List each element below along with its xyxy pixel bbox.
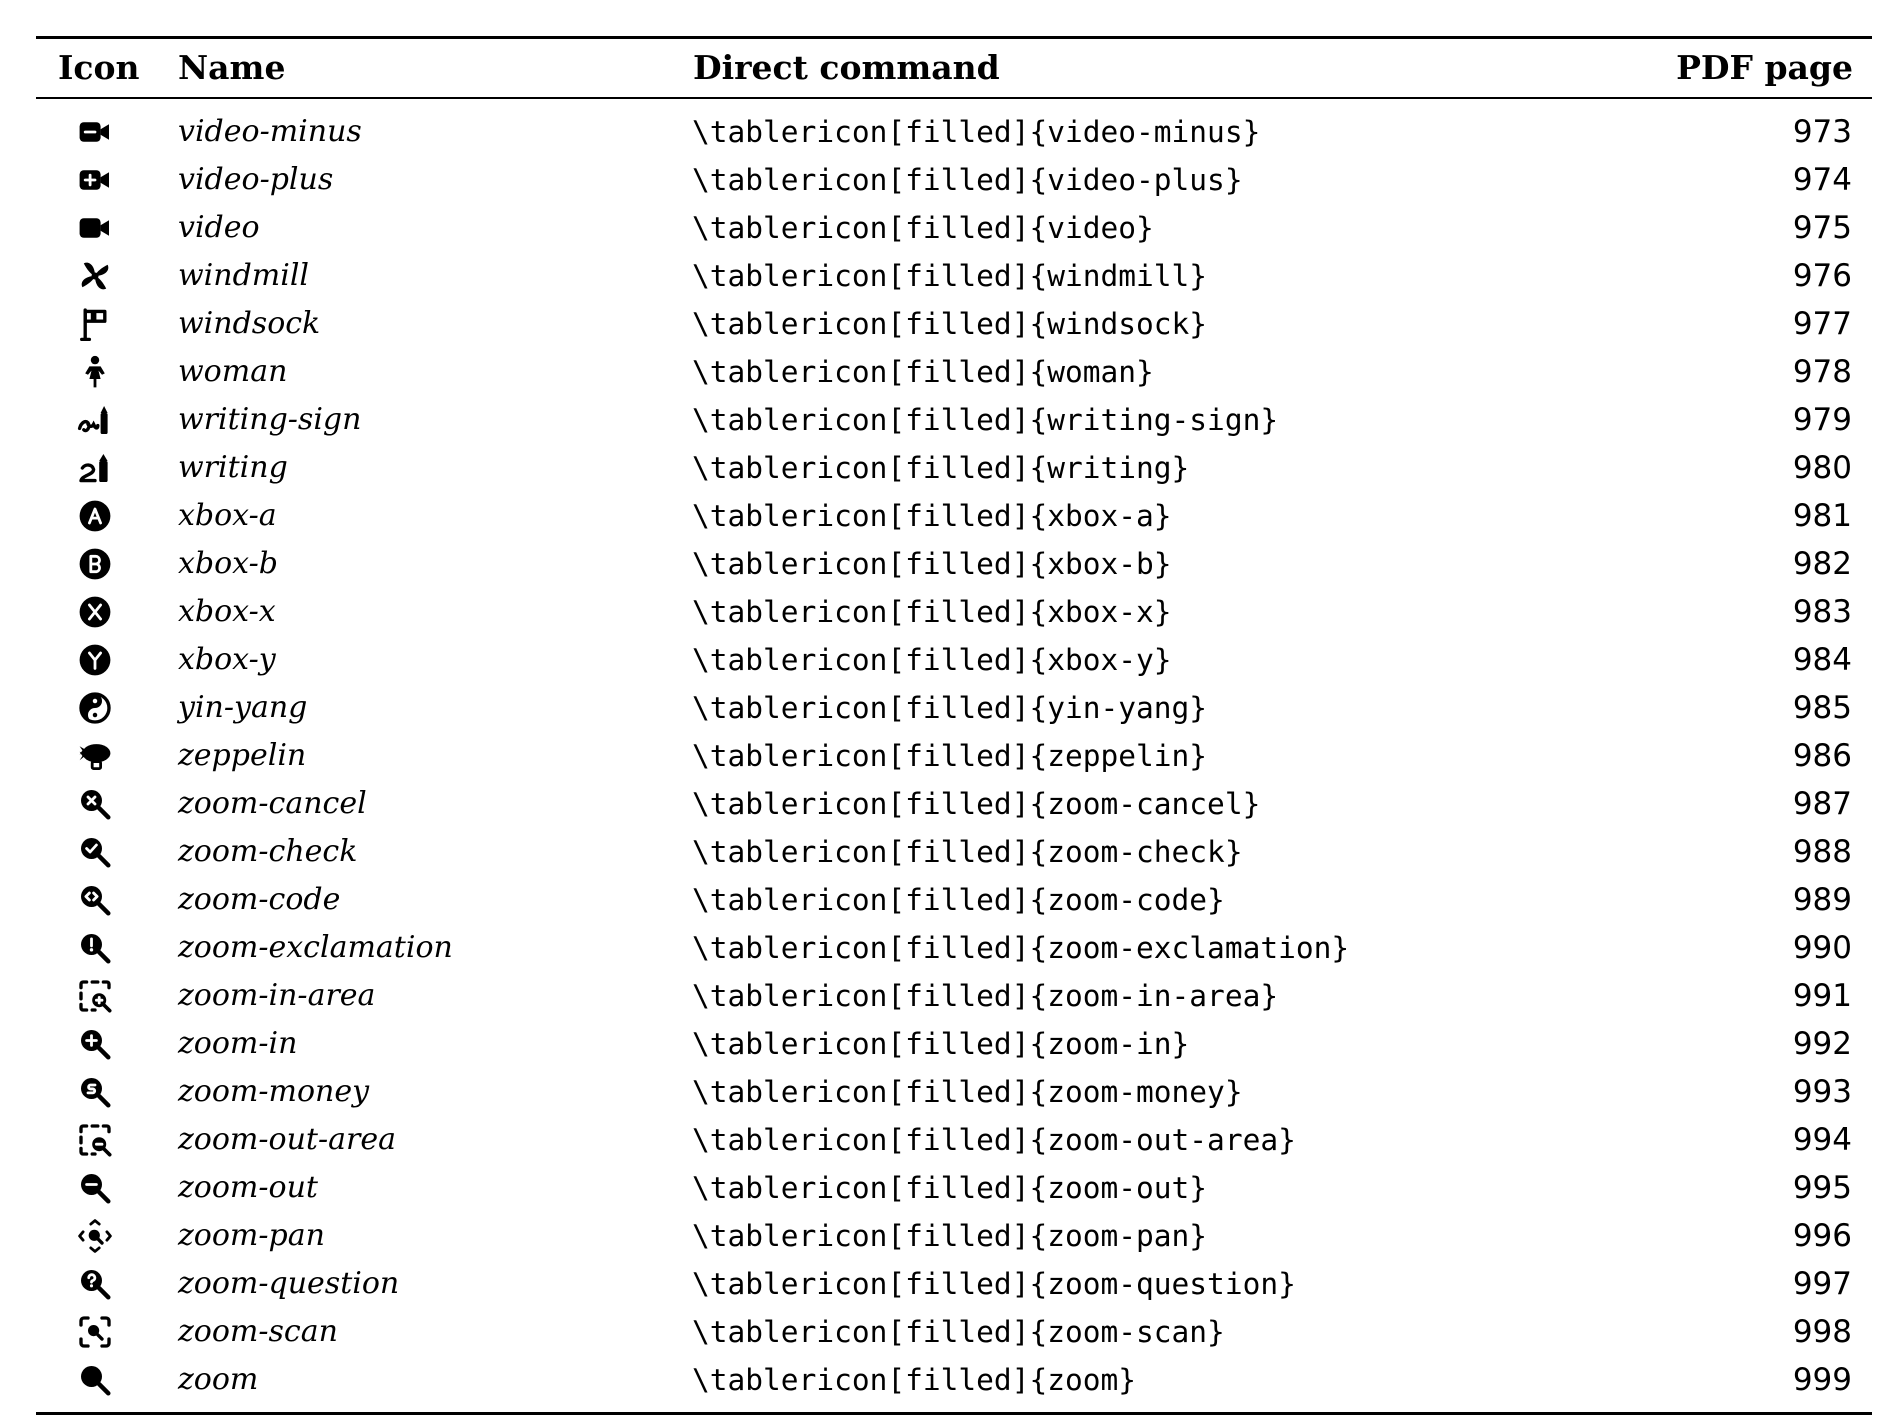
pdf-page-number: 995 bbox=[1792, 1170, 1852, 1206]
zoom-check-icon bbox=[74, 835, 116, 869]
zoom-out-icon bbox=[74, 1171, 116, 1205]
table-bottom-rule bbox=[36, 1412, 1872, 1415]
icon-name: zeppelin bbox=[178, 738, 307, 773]
table-row bbox=[0, 1164, 1888, 1212]
pdf-page-number: 977 bbox=[1792, 306, 1852, 342]
icon-name: video-minus bbox=[178, 114, 362, 149]
direct-command: \tablericon[filled]{woman} bbox=[692, 355, 1154, 389]
direct-command: \tablericon[filled]{zoom} bbox=[692, 1363, 1137, 1397]
table-row bbox=[0, 732, 1888, 780]
direct-command: \tablericon[filled]{zoom-in} bbox=[692, 1027, 1190, 1061]
pdf-page-number: 982 bbox=[1792, 546, 1852, 582]
icon-name: zoom-cancel bbox=[178, 786, 367, 821]
direct-command: \tablericon[filled]{xbox-x} bbox=[692, 595, 1172, 629]
table-row bbox=[0, 1260, 1888, 1308]
direct-command: \tablericon[filled]{zoom-in-area} bbox=[692, 979, 1279, 1013]
table-row bbox=[0, 588, 1888, 636]
zoom-question-icon bbox=[74, 1267, 116, 1301]
zoom-money-icon bbox=[74, 1075, 116, 1109]
table-row bbox=[0, 108, 1888, 156]
zoom-in-area-icon bbox=[74, 979, 116, 1013]
direct-command: \tablericon[filled]{zoom-out-area} bbox=[692, 1123, 1296, 1157]
table-row bbox=[0, 1356, 1888, 1404]
pdf-page-number: 973 bbox=[1792, 114, 1852, 150]
direct-command: \tablericon[filled]{zoom-check} bbox=[692, 835, 1243, 869]
table-row bbox=[0, 300, 1888, 348]
icon-name: video-plus bbox=[178, 162, 334, 197]
direct-command: \tablericon[filled]{writing} bbox=[692, 451, 1190, 485]
icon-name: zoom-question bbox=[178, 1266, 400, 1301]
icon-name: windmill bbox=[178, 258, 310, 293]
pdf-page-number: 975 bbox=[1792, 210, 1852, 246]
direct-command: \tablericon[filled]{video-plus} bbox=[692, 163, 1243, 197]
zeppelin-icon bbox=[74, 739, 116, 773]
icon-name: zoom-exclamation bbox=[178, 930, 453, 965]
direct-command: \tablericon[filled]{zoom-cancel} bbox=[692, 787, 1261, 821]
direct-command: \tablericon[filled]{zoom-scan} bbox=[692, 1315, 1225, 1349]
table-top-rule bbox=[36, 36, 1872, 39]
direct-command: \tablericon[filled]{video} bbox=[692, 211, 1154, 245]
icon-name: zoom-code bbox=[178, 882, 341, 917]
icon-name: video bbox=[178, 210, 260, 245]
direct-command: \tablericon[filled]{zoom-exclamation} bbox=[692, 931, 1350, 965]
table-row bbox=[0, 156, 1888, 204]
pdf-page-number: 996 bbox=[1792, 1218, 1852, 1254]
table-row bbox=[0, 828, 1888, 876]
direct-command: \tablericon[filled]{zeppelin} bbox=[692, 739, 1208, 773]
icon-name: zoom bbox=[178, 1362, 259, 1397]
direct-command: \tablericon[filled]{zoom-money} bbox=[692, 1075, 1243, 1109]
pdf-page-number: 992 bbox=[1792, 1026, 1852, 1062]
table-row bbox=[0, 684, 1888, 732]
icon-name: zoom-scan bbox=[178, 1314, 338, 1349]
icon-name: zoom-out bbox=[178, 1170, 318, 1205]
pdf-page-number: 979 bbox=[1792, 402, 1852, 438]
header-command: Direct command bbox=[693, 48, 1000, 87]
xbox-x-icon bbox=[74, 595, 116, 629]
pdf-page-number: 994 bbox=[1792, 1122, 1852, 1158]
icon-name: xbox-y bbox=[178, 642, 276, 677]
pdf-page-number: 980 bbox=[1792, 450, 1852, 486]
zoom-scan-icon bbox=[74, 1315, 116, 1349]
table-row bbox=[0, 780, 1888, 828]
table-row bbox=[0, 540, 1888, 588]
zoom-in-icon bbox=[74, 1027, 116, 1061]
xbox-y-icon bbox=[74, 643, 116, 677]
pdf-page-number: 978 bbox=[1792, 354, 1852, 390]
zoom-out-area-icon bbox=[74, 1123, 116, 1157]
table-row bbox=[0, 1308, 1888, 1356]
direct-command: \tablericon[filled]{zoom-pan} bbox=[692, 1219, 1208, 1253]
icon-name: xbox-a bbox=[178, 498, 277, 533]
icon-name: writing-sign bbox=[178, 402, 362, 437]
zoom-icon bbox=[74, 1363, 116, 1397]
video-plus-icon bbox=[74, 163, 116, 197]
direct-command: \tablericon[filled]{writing-sign} bbox=[692, 403, 1279, 437]
icon-table-body bbox=[0, 108, 1888, 1404]
icon-name: zoom-pan bbox=[178, 1218, 325, 1253]
direct-command: \tablericon[filled]{windsock} bbox=[692, 307, 1208, 341]
video-minus-icon bbox=[74, 115, 116, 149]
icon-name: zoom-money bbox=[178, 1074, 370, 1109]
pdf-page-number: 991 bbox=[1792, 978, 1852, 1014]
header-pdf-page: PDF page bbox=[1676, 48, 1853, 87]
zoom-exclamation-icon bbox=[74, 931, 116, 965]
table-row bbox=[0, 1020, 1888, 1068]
pdf-page-number: 993 bbox=[1792, 1074, 1852, 1110]
table-row bbox=[0, 876, 1888, 924]
windmill-icon bbox=[74, 259, 116, 293]
woman-icon bbox=[74, 355, 116, 389]
direct-command: \tablericon[filled]{zoom-code} bbox=[692, 883, 1225, 917]
table-row bbox=[0, 204, 1888, 252]
direct-command: \tablericon[filled]{xbox-a} bbox=[692, 499, 1172, 533]
table-header-rule bbox=[36, 97, 1872, 99]
header-name: Name bbox=[178, 48, 286, 87]
icon-name: zoom-out-area bbox=[178, 1122, 396, 1157]
windsock-icon bbox=[74, 307, 116, 341]
table-row bbox=[0, 924, 1888, 972]
pdf-page-number: 981 bbox=[1792, 498, 1852, 534]
header-icon: Icon bbox=[58, 48, 140, 87]
table-row bbox=[0, 492, 1888, 540]
table-row bbox=[0, 636, 1888, 684]
direct-command: \tablericon[filled]{zoom-out} bbox=[692, 1171, 1208, 1205]
icon-name: xbox-x bbox=[178, 594, 276, 629]
pdf-page-number: 987 bbox=[1792, 786, 1852, 822]
pdf-page-number: 986 bbox=[1792, 738, 1852, 774]
pdf-page-number: 985 bbox=[1792, 690, 1852, 726]
table-row bbox=[0, 348, 1888, 396]
writing-sign-icon bbox=[74, 403, 116, 437]
direct-command: \tablericon[filled]{xbox-y} bbox=[692, 643, 1172, 677]
yin-yang-icon bbox=[74, 691, 116, 725]
xbox-a-icon bbox=[74, 499, 116, 533]
icon-name: yin-yang bbox=[178, 690, 308, 725]
zoom-code-icon bbox=[74, 883, 116, 917]
table-row bbox=[0, 252, 1888, 300]
pdf-page-number: 999 bbox=[1792, 1362, 1852, 1398]
direct-command: \tablericon[filled]{windmill} bbox=[692, 259, 1208, 293]
pdf-page-number: 998 bbox=[1792, 1314, 1852, 1350]
pdf-page-number: 990 bbox=[1792, 930, 1852, 966]
zoom-cancel-icon bbox=[74, 787, 116, 821]
icon-name: writing bbox=[178, 450, 288, 485]
pdf-page-number: 984 bbox=[1792, 642, 1852, 678]
table-row bbox=[0, 1212, 1888, 1260]
icon-name: woman bbox=[178, 354, 288, 389]
icon-name: zoom-in bbox=[178, 1026, 298, 1061]
direct-command: \tablericon[filled]{yin-yang} bbox=[692, 691, 1208, 725]
video-icon bbox=[74, 211, 116, 245]
writing-icon bbox=[74, 451, 116, 485]
table-row bbox=[0, 1068, 1888, 1116]
pdf-page-number: 974 bbox=[1792, 162, 1852, 198]
direct-command: \tablericon[filled]{xbox-b} bbox=[692, 547, 1172, 581]
pdf-page-number: 976 bbox=[1792, 258, 1852, 294]
icon-name: windsock bbox=[178, 306, 321, 341]
direct-command: \tablericon[filled]{zoom-question} bbox=[692, 1267, 1296, 1301]
icon-name: zoom-in-area bbox=[178, 978, 376, 1013]
pdf-page-number: 989 bbox=[1792, 882, 1852, 918]
table-row bbox=[0, 1116, 1888, 1164]
table-row bbox=[0, 972, 1888, 1020]
xbox-b-icon bbox=[74, 547, 116, 581]
direct-command: \tablericon[filled]{video-minus} bbox=[692, 115, 1261, 149]
pdf-page-number: 988 bbox=[1792, 834, 1852, 870]
pdf-page-number: 983 bbox=[1792, 594, 1852, 630]
zoom-pan-icon bbox=[74, 1219, 116, 1253]
icon-name: zoom-check bbox=[178, 834, 358, 869]
table-row bbox=[0, 444, 1888, 492]
table-row bbox=[0, 396, 1888, 444]
pdf-page-number: 997 bbox=[1792, 1266, 1852, 1302]
icon-name: xbox-b bbox=[178, 546, 278, 581]
